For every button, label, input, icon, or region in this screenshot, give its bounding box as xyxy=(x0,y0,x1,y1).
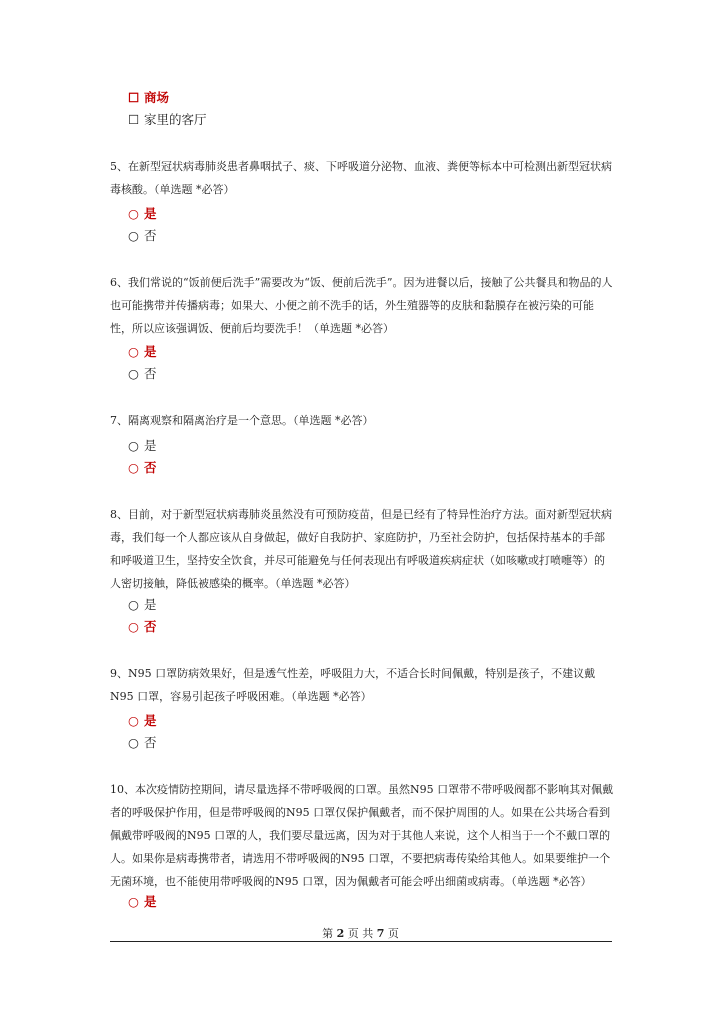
radio-icon: ○ xyxy=(128,366,139,381)
radio-icon: ○ xyxy=(128,438,139,453)
q8-option-no[interactable]: ○ 否 xyxy=(128,617,157,637)
q9-option-no[interactable]: ○ 否 xyxy=(128,733,157,753)
q5-option-no[interactable]: ○ 否 xyxy=(128,226,157,246)
current-page-number: 2 xyxy=(336,927,345,940)
radio-icon: ○ xyxy=(128,344,139,359)
question-6: 6、我们常说的“饭前便后洗手”需要改为“饭、便前后洗手”。因为进餐以后，接触了公共餐具和物品的人也可能携带并传播病毒；如果大、小便之前不洗手的话，外生殖器等的皮肤和黏膜存在被污染的可能性，所以应该强调饭、便前后均要洗手！（单选题 *必答） xyxy=(110,276,613,335)
question-9: 9、N95 口罩防病效果好，但是透气性差，呼吸阻力大，不适合长时间佩戴，特别是孩子，不建议戴N95 口罩，容易引起孩子呼吸困难。（单选题 *必答） xyxy=(110,667,596,703)
question-10: 10、本次疫情防控期间，请尽量选择不带呼吸阀的口罩。虽然N95 口罩带不带呼吸阀都不影响其对佩戴者的呼吸保护作用，但是带呼吸阀的N95 口罩仅保护佩戴者，而不保护周围的人。如果在公共场合看到佩戴带呼吸阀的N95 口罩的人，我们要尽量远离，因为对于其他人来说，这个人相当于一个不戴口罩的人。如果你是病毒携带者，请选用不带呼吸阀的N95 口罩，不要把病毒传染给其他人。如果要维护一个无菌环境，也不能使用带呼吸阀的N95 口罩，因为佩戴者可能会呼出细菌或病毒。（单选题 *必答） xyxy=(110,783,614,888)
radio-icon: ○ xyxy=(128,894,139,909)
q7-option-yes[interactable]: ○ 是 xyxy=(128,436,157,456)
q7-option-no[interactable]: ○ 否 xyxy=(128,458,157,478)
footer-divider xyxy=(110,941,612,942)
question-5: 5、在新型冠状病毒肺炎患者鼻咽拭子、痰、下呼吸道分泌物、血液、粪便等标本中可检测出新型冠状病毒核酸。（单选题 *必答） xyxy=(110,160,612,196)
page-number-footer: 第 2 页 共 7 页 xyxy=(322,927,399,940)
radio-icon: ○ xyxy=(128,228,139,243)
q10-option-yes[interactable]: ○ 是 xyxy=(128,892,157,912)
q9-option-yes[interactable]: ○ 是 xyxy=(128,711,157,731)
radio-icon: ○ xyxy=(128,619,139,634)
option-checkbox-mall[interactable]: ☐ 商场 xyxy=(128,88,169,108)
radio-icon: ○ xyxy=(128,713,139,728)
question-8: 8、目前，对于新型冠状病毒肺炎虽然没有可预防疫苗，但是已经有了特异性治疗方法。面对新型冠状病毒，我们每一个人都应该从自身做起，做好自我防护、家庭防护，乃至社会防护，包括保持基本的手部和呼吸道卫生，坚持安全饮食，并尽可能避免与任何表现出有呼吸道疾病症状（如咳嗽或打喷嚏等）的人密切接触，降低被感染的概率。（单选题 *必答） xyxy=(110,508,612,590)
radio-icon: ○ xyxy=(128,597,139,612)
question-7: 7、隔离观察和隔离治疗是一个意思。（单选题 *必答） xyxy=(110,414,374,427)
q8-option-yes[interactable]: ○ 是 xyxy=(128,595,157,615)
radio-icon: ○ xyxy=(128,206,139,221)
q6-option-no[interactable]: ○ 否 xyxy=(128,364,157,384)
checkbox-icon: ☐ xyxy=(128,112,140,127)
q5-option-yes[interactable]: ○ 是 xyxy=(128,204,157,224)
checkbox-icon: ☐ xyxy=(128,90,140,105)
q6-option-yes[interactable]: ○ 是 xyxy=(128,342,157,362)
radio-icon: ○ xyxy=(128,735,139,750)
radio-icon: ○ xyxy=(128,460,139,475)
total-page-count: 7 xyxy=(376,927,385,940)
option-checkbox-living-room[interactable]: ☐ 家里的客厅 xyxy=(128,110,207,130)
